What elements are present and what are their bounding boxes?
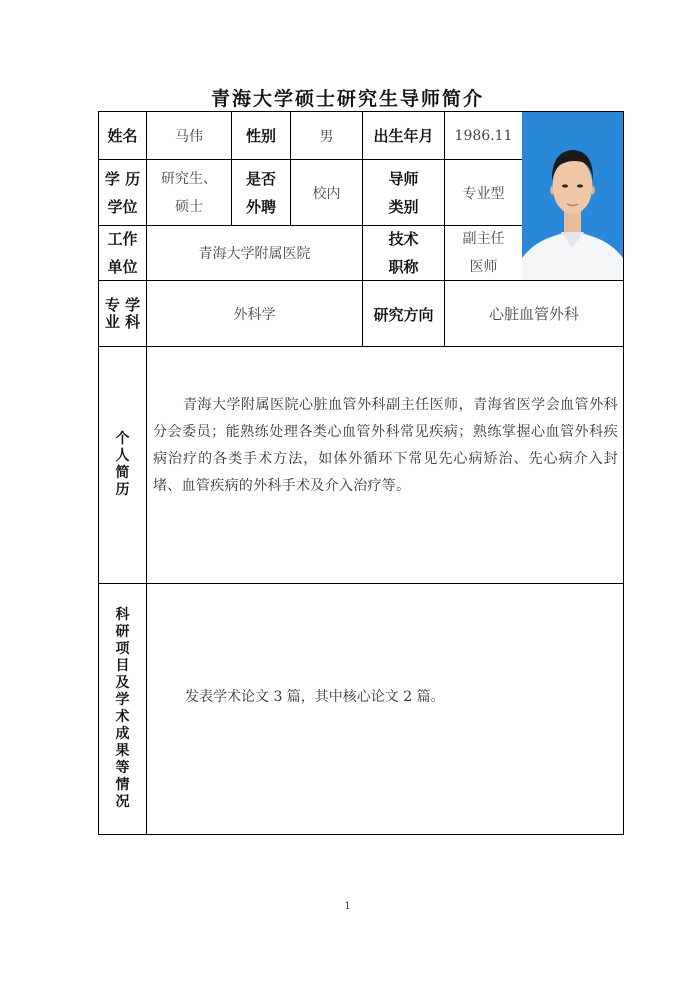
portrait-image bbox=[522, 112, 623, 280]
page-title: 青海大学硕士研究生导师简介 bbox=[210, 88, 484, 110]
supervisor-type-value: 专业型 bbox=[462, 185, 505, 202]
page-number: 1 bbox=[344, 901, 351, 912]
gender-value: 男 bbox=[319, 128, 334, 145]
research-label-char: 科 bbox=[115, 607, 130, 623]
major-value: 外科学 bbox=[233, 307, 276, 323]
tech-title-label bbox=[363, 226, 444, 280]
research-label-char: 情 bbox=[115, 777, 130, 793]
supervisor-type-label-line2: 类别 bbox=[388, 197, 419, 216]
resume-text: 青海大学附属医院心脏血管外科副主任医师，青海省医学会血管外科分会委员；能熟练处理各类心血管外科常见疾病；熟练掌握心血管外科疾病治疗的各类手术方法，如体外循环下常见先心病矫治、先心病介入封堵、血管疾病的外科手术及介入治疗等。 bbox=[153, 397, 618, 494]
research-label-char: 学 bbox=[115, 692, 130, 708]
tech-title-value bbox=[445, 226, 522, 280]
gender-label: 性别 bbox=[245, 127, 276, 145]
research-label-char: 目 bbox=[115, 658, 130, 674]
research-label-char: 术 bbox=[115, 709, 130, 725]
tech-title-label-line1: 技术 bbox=[388, 230, 419, 248]
major-label-line1: 专 学 bbox=[104, 295, 141, 314]
major-label bbox=[99, 281, 146, 346]
research-direction-value: 心脏血管外科 bbox=[488, 305, 579, 323]
profile-photo bbox=[522, 112, 623, 280]
name-label: 姓名 bbox=[107, 127, 138, 145]
resume-label-char: 个 bbox=[115, 431, 130, 447]
education-label bbox=[99, 160, 146, 225]
row-divider bbox=[98, 346, 624, 347]
research-label-char: 等 bbox=[115, 760, 130, 776]
birth-value: 1986.11 bbox=[454, 127, 513, 144]
work-unit-value: 青海大学附属医院 bbox=[198, 246, 311, 262]
resume-label bbox=[99, 347, 146, 583]
supervisor-type-label bbox=[363, 160, 444, 225]
resume-label-char: 简 bbox=[115, 465, 130, 481]
research-text: 发表学术论文 3 篇，其中核心论文 2 篇。 bbox=[185, 689, 445, 705]
research-label-char: 果 bbox=[115, 743, 130, 759]
row-divider bbox=[98, 583, 624, 584]
work-unit-label-line1: 工作 bbox=[107, 230, 138, 248]
education-label-line1: 学 历 bbox=[104, 169, 141, 188]
education-label-line2: 学位 bbox=[107, 197, 138, 216]
tech-title-label-line2: 职称 bbox=[388, 258, 419, 276]
name-value: 马伟 bbox=[175, 128, 203, 145]
education-value bbox=[147, 160, 231, 225]
table-border-bottom bbox=[98, 834, 624, 835]
research-label-char: 研 bbox=[115, 624, 130, 640]
table-border-right bbox=[623, 111, 624, 835]
research-label-char: 成 bbox=[115, 726, 130, 742]
supervisor-type-label-line1: 导师 bbox=[388, 169, 419, 188]
work-unit-label-line2: 单位 bbox=[107, 258, 138, 276]
research-label-char: 及 bbox=[115, 675, 130, 691]
research-label bbox=[99, 584, 146, 834]
resume-label-char: 历 bbox=[115, 482, 130, 498]
resume-label-char: 人 bbox=[115, 448, 130, 464]
tech-title-value-line2: 医师 bbox=[469, 259, 498, 275]
education-value-line2: 硕士 bbox=[175, 198, 203, 215]
research-direction-label: 研究方向 bbox=[373, 306, 434, 324]
external-value: 校内 bbox=[312, 185, 341, 202]
external-label-line1: 是否 bbox=[245, 169, 276, 188]
education-value-line1: 研究生、 bbox=[161, 170, 217, 187]
tech-title-value-line1: 副主任 bbox=[462, 231, 505, 247]
work-unit-label bbox=[99, 226, 146, 280]
major-label-line2: 业 科 bbox=[104, 312, 141, 331]
research-label-char: 项 bbox=[115, 641, 130, 657]
birth-label: 出生年月 bbox=[373, 127, 434, 145]
external-label bbox=[232, 160, 290, 225]
research-label-char: 况 bbox=[115, 794, 130, 810]
external-label-line2: 外聘 bbox=[245, 197, 276, 216]
